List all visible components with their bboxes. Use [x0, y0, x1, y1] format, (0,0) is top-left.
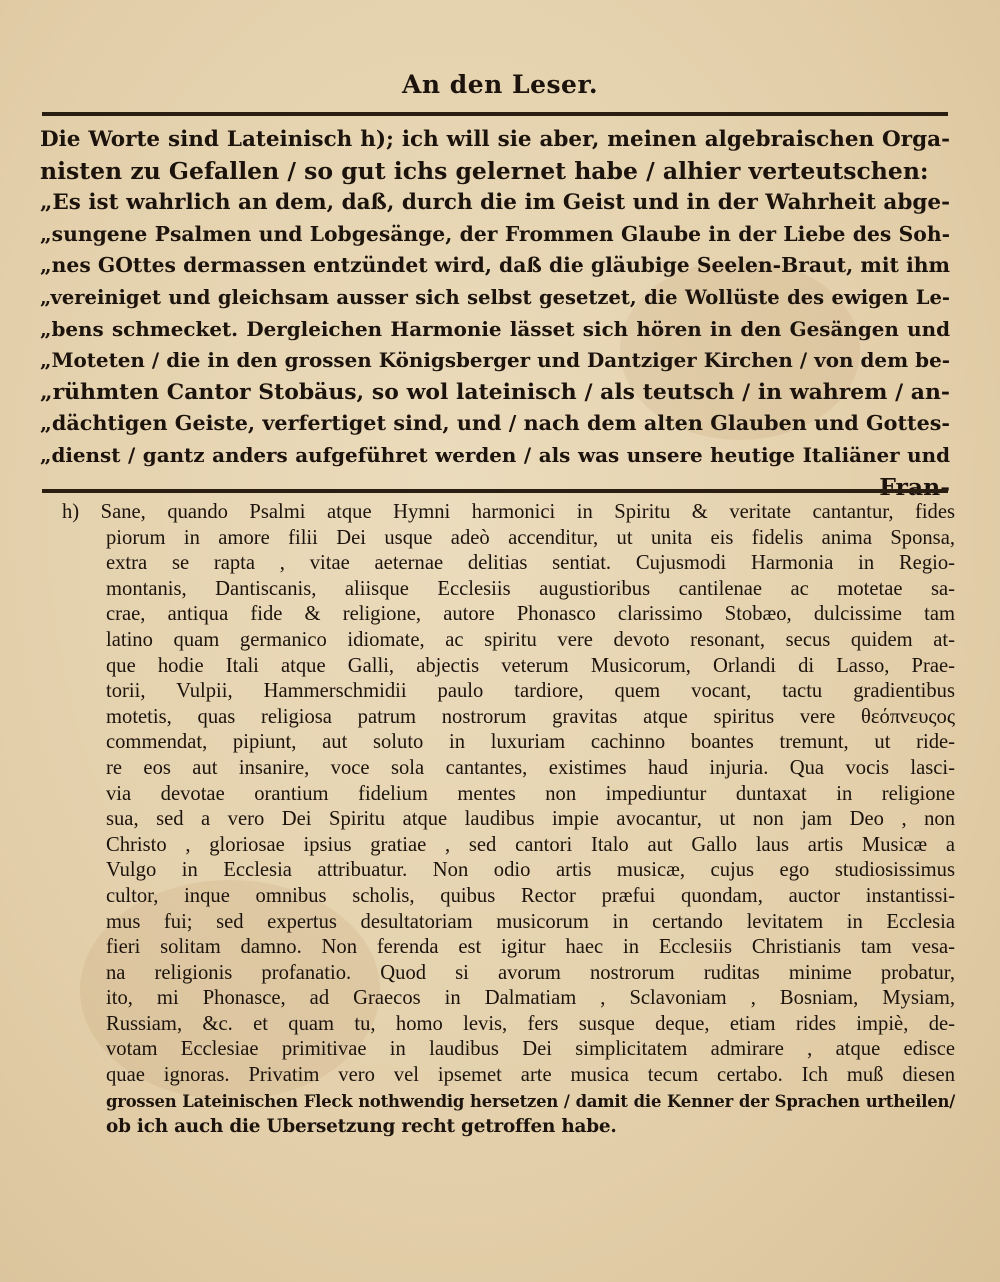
footnote-line: fieri solitam damno. Non ferenda est igitur haec in Ecclesiis Christianis tam vesa-: [106, 936, 955, 959]
main-line: „sungene Psalmen und Lobgesänge, der Frommen Glaube in der Liebe des Soh-: [40, 221, 950, 246]
running-header: An den Leser.: [401, 70, 599, 99]
main-line: „Es ist wahrlich an dem, daß, durch die im Geist und in der Wahrheit abge-: [40, 190, 950, 216]
footnote-line: Russiam, &c. et quam tu, homo levis, fers susque deque, etiam rides impiè, de-: [106, 1012, 955, 1035]
footnote-line: sua, sed a vero Dei Spiritu atque laudibus impie avocantur, ut non jam Deo , non: [106, 808, 955, 831]
footnote-line: montanis, Dantiscanis, aliisque Ecclesiis augustioribus cantilenae ac motetae sa-: [106, 577, 955, 600]
main-line: „Moteten / die in den grossen Königsberger und Dantziger Kirchen / von dem be-: [40, 348, 950, 373]
main-line: „dienst / gantz anders aufgeführet werden / als was unsere heutige Italiäner und: [40, 442, 950, 467]
footnote-line: quae ignoras. Privatim vero vel ipsemet arte musica tecum certabo. Ich muß diesen: [106, 1064, 955, 1087]
main-line: „bens schmecket. Dergleichen Harmonie lässet sich hören in den Gesängen und: [40, 316, 950, 341]
main-line: nisten zu Gefallen / so gut ichs gelernet habe / alhier verteutschen:: [40, 156, 929, 185]
footnote-line: motetis, quas religiosa patrum nostrorum gravitas atque spiritus vere θεόπνευςος: [106, 705, 955, 728]
main-line: „vereiniget und gleichsam ausser sich selbst gesetzet, die Wollüste des ewigen Le-: [40, 285, 950, 309]
header-rule: [42, 112, 948, 116]
footnote-line: ito, mi Phonasce, ad Graecos in Dalmatiam , Sclavoniam , Bosniam, Mysiam,: [106, 987, 955, 1010]
footnote-line-text: Sane, quando Psalmi atque Hymni harmonici in Spiritu & veritate cantantur, fides: [100, 501, 955, 523]
main-line: „nes GOttes dermassen entzündet wird, daß die gläubige Seelen-Braut, mit ihm: [40, 253, 950, 278]
main-text: [40, 124, 950, 503]
footnote-line: latino quam germanico idiomate, ac spiritu vere devoto resonant, secus quidem at-: [106, 628, 955, 651]
footnote-line: commendat, pipiunt, aut soluto in luxuriam cachinno boantes tremunt, ut ride-: [106, 731, 955, 754]
footnote-line: votam Ecclesiae primitivae in laudibus Dei simplicitatem admirare , atque edisce: [106, 1038, 955, 1061]
footnote-line: cultor, inque omnibus scholis, quibus Rector præfui quondam, auctor instantissi-: [106, 884, 955, 907]
footnote-line: torii, Vulpii, Hammerschmidii paulo tardiore, quem vocant, tactu gradientibus: [106, 680, 955, 703]
footnote-marker: h): [62, 501, 80, 523]
footnote-line: re eos aut insanire, voce sola cantantes, existimes haud injuria. Qua vocis lasci-: [106, 756, 955, 779]
footnote-line: extra se rapta , vitae aeternae delitias sentiat. Cujusmodi Harmonia in Regio-: [106, 552, 955, 575]
footnote-line: que hodie Itali atque Galli, abjectis veterum Musicorum, Orlandi di Lasso, Prae-: [106, 654, 955, 677]
footnote-line: Vulgo in Ecclesia attribuatur. Non odio artis musicæ, cujus ego studiosissimus: [106, 859, 955, 882]
footnote-line: ob ich auch die Ubersetzung recht getroffen habe.: [106, 1116, 617, 1138]
footnote-line: mus fui; sed expertus desultatoriam musicorum in certando levitatem in Ecclesia: [106, 910, 955, 933]
catchword: Fran-: [879, 472, 950, 501]
footnote-line: grossen Lateinischen Fleck nothwendig hersetzen / damit die Kenner der Sprachen urtheilen/: [106, 1091, 955, 1111]
main-line: „rühmten Cantor Stobäus, so wol lateinisch / als teutsch / in wahrem / an-: [40, 378, 950, 405]
footnote-line: na religionis profanatio. Quod si avorum nostrorum ruditas minime probatur,: [106, 961, 955, 984]
footnote: [62, 500, 955, 1140]
footnote-line: crae, antiqua fide & religione, autore Phonasco clarissimo Stobæo, dulcissime tam: [106, 603, 955, 626]
main-line: Die Worte sind Lateinisch h); ich will sie aber, meinen algebraischen Orga-: [40, 127, 950, 152]
footnote-rule: [42, 489, 948, 493]
main-line: „dächtigen Geiste, verfertiget sind, und / nach dem alten Glauben und Gottes-: [40, 411, 950, 436]
footnote-line: via devotae orantium fidelium mentes non impediuntur duntaxat in religione: [106, 782, 955, 805]
footnote-line: piorum in amore filii Dei usque adeò accenditur, ut unita eis fidelis anima Sponsa,: [106, 526, 955, 549]
footnote-line: Christo , gloriosae ipsius gratiae , sed cantori Italo aut Gallo laus artis Musicæ a: [106, 833, 955, 856]
footnote-line: [62, 500, 955, 526]
